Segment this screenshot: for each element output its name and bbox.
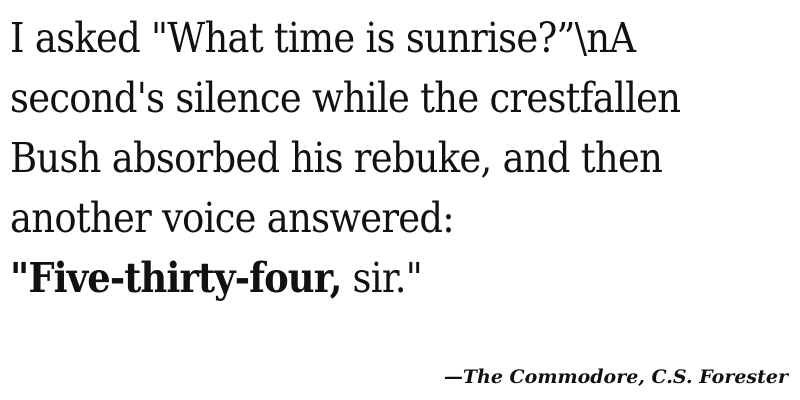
quote-line-3: Bush absorbed his rebuke, and then — [10, 134, 663, 182]
quote-emphasis: "Five-thirty-four, — [10, 254, 342, 302]
quote-line-4: another voice answered: — [10, 194, 454, 242]
quote-line-2: second's silence while the crestfallen — [10, 74, 681, 122]
quote-line-5 — [10, 248, 712, 308]
quote-block — [10, 8, 712, 308]
quote-line-1: I asked "What time is sunrise?”\nA — [10, 14, 636, 62]
quote-line-5-rest: sir." — [341, 254, 422, 302]
attribution: —The Commodore, C.S. Forester — [443, 366, 788, 388]
